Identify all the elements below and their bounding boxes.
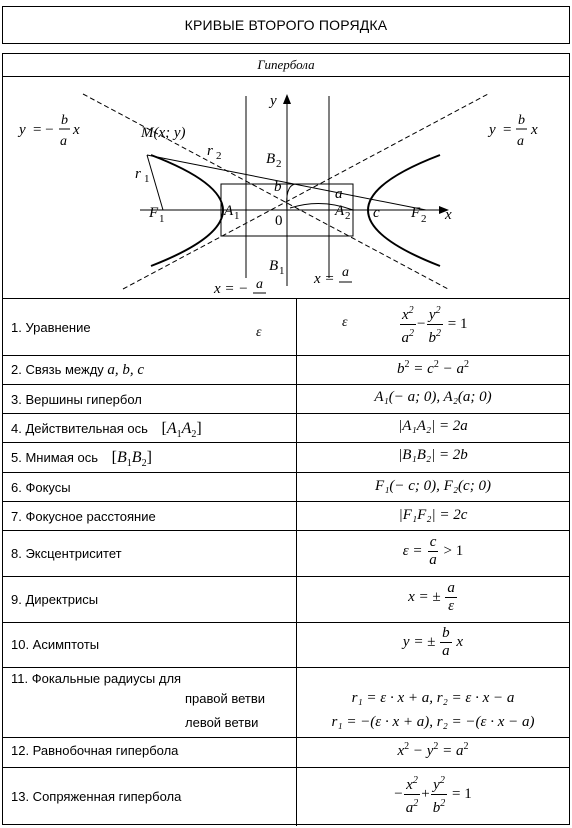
a-label: a <box>335 186 343 202</box>
svg-text:x = −: x = − <box>214 281 249 297</box>
origin-label: 0 <box>275 213 283 229</box>
b1-label: B <box>269 258 279 274</box>
formula-focal-distance: |F₁F₂| = 2c <box>398 507 468 523</box>
row-divider <box>3 530 569 531</box>
row-label-conjugate: 13. Сопряженная гипербола <box>11 789 182 804</box>
row-label-focal-distance: 7. Фокусное расстояние <box>11 509 156 524</box>
row-divider <box>3 667 569 668</box>
row-divider <box>3 576 569 577</box>
row-label-real-axis: 4. Действительная ось $[A_1A_2]$ <box>11 420 202 441</box>
svg-text:2: 2 <box>345 210 351 222</box>
asymptote-pos-label <box>487 113 538 149</box>
row-divider <box>3 384 569 385</box>
svg-text:y: y <box>19 122 26 138</box>
row-divider <box>3 413 569 414</box>
svg-text:2: 2 <box>421 213 427 225</box>
svg-text:1: 1 <box>159 213 165 225</box>
hyperbola-diagram <box>3 76 569 298</box>
asymptote-neg <box>83 94 448 289</box>
row-divider <box>3 472 569 473</box>
svg-text:= −: = − <box>33 122 54 138</box>
hyperbola-table <box>2 53 570 825</box>
title-box <box>2 6 570 44</box>
y-axis-label: y <box>270 93 277 109</box>
directrix-pos-den: ε <box>342 315 348 330</box>
right-branch-label: правой ветви <box>185 691 266 706</box>
row-divider <box>3 501 569 502</box>
b2-label: B <box>266 151 276 167</box>
svg-text:a: a <box>517 134 524 149</box>
asymptote-pos <box>123 94 488 289</box>
r1-label: r <box>135 166 141 182</box>
section-subtitle: Гипербола <box>3 54 569 77</box>
row-label-relation: 2. Связь между a, b, c <box>11 362 145 378</box>
formula-vertices: A₁(− a; 0), A₂(a; 0) <box>374 389 492 405</box>
row-label-focal-radii: 11. Фокальные радиусы для <box>11 671 182 686</box>
row-divider <box>3 355 569 356</box>
a2-label: A <box>335 203 345 219</box>
svg-text:b: b <box>518 113 525 128</box>
f2-label: F <box>411 205 421 221</box>
formula-equilateral: $x^2 - y^2 = a^2$ <box>397 741 469 759</box>
row-label-equilateral: 12. Равнобочная гипербола <box>11 743 179 758</box>
row-label-asymptotes: 10. Асимптоты <box>11 637 100 652</box>
formula-focal-radii-left: r₁ = −(ε · x + a), r₂ = −(ε · x − a) <box>331 714 535 730</box>
row-divider <box>3 622 569 623</box>
svg-text:y: y <box>489 122 496 138</box>
x-axis-label: x <box>445 207 452 223</box>
svg-text:x: x <box>531 122 538 138</box>
c-label: c <box>373 205 380 221</box>
svg-text:2: 2 <box>216 150 222 162</box>
r2-label: r <box>207 143 213 159</box>
row-label-vertices: 3. Вершины гипербол <box>11 392 142 407</box>
formula-conjugate: − $\frac{x^2}{a^2}$ + $\frac{y^2}{b^2}$ = 1 <box>297 772 569 817</box>
svg-text:1: 1 <box>234 210 240 222</box>
directrix-pos-label <box>313 265 352 287</box>
row-label-directrices: 9. Директрисы <box>11 592 99 607</box>
arc-b <box>287 184 295 210</box>
svg-text:1: 1 <box>144 173 150 185</box>
formula-focal-radii-right: r₁ = ε · x + a, r₂ = ε · x − a <box>351 690 515 706</box>
svg-text:1: 1 <box>279 265 285 277</box>
formula-asymptotes: y = ± $\frac{b}{a}$ x <box>402 625 464 659</box>
formula-directrices: x = ± $\frac{a}{\varepsilon}$ <box>408 580 455 614</box>
row-divider <box>3 298 569 299</box>
row-label-imaginary-axis: 5. Мнимая ось $[B_1B_2]$ <box>11 449 152 470</box>
y-axis-arrow <box>283 94 291 104</box>
f1-label: F <box>149 205 159 221</box>
b-label: b <box>274 179 282 195</box>
row-label-equation: 1. Уравнение <box>11 320 91 335</box>
svg-text:a: a <box>342 265 349 280</box>
directrix-neg-label <box>213 277 266 297</box>
row-label-foci: 6. Фокусы <box>11 480 71 495</box>
page-title: КРИВЫЕ ВТОРОГО ПОРЯДКА <box>184 17 388 33</box>
a1-label: A <box>224 203 234 219</box>
formula-relation: $b^2 = c^2 - a^2$ <box>397 359 469 377</box>
formula-imaginary-axis: |B₁B₂| = 2b <box>398 447 468 463</box>
formula-equation: $\frac{x^2}{a^2}$ − $\frac{y^2}{b^2}$ = 1 <box>297 302 569 347</box>
svg-text:b: b <box>61 113 68 128</box>
svg-text:a: a <box>256 277 263 292</box>
formula-foci: F₁(− c; 0), F₂(c; 0) <box>375 478 491 494</box>
svg-text:x: x <box>73 122 80 138</box>
svg-text:x =: x = <box>314 271 335 287</box>
left-branch-label: левой ветви <box>185 715 259 730</box>
directrix-neg-den: ε <box>256 325 262 340</box>
row-divider <box>3 767 569 768</box>
row-divider <box>3 442 569 443</box>
svg-text:=: = <box>503 122 512 138</box>
asymptote-neg-label <box>17 113 80 149</box>
point-m-label: M(x; y) <box>141 125 186 141</box>
row-divider <box>3 737 569 738</box>
formula-real-axis: |A₁A₂| = 2a <box>398 418 468 434</box>
svg-text:a: a <box>60 134 67 149</box>
svg-text:2: 2 <box>276 158 282 170</box>
formula-eccentricity: ε = $\frac{c}{a}$ > 1 <box>402 534 464 568</box>
row-label-eccentricity: 8. Эксцентриситет <box>11 546 122 561</box>
